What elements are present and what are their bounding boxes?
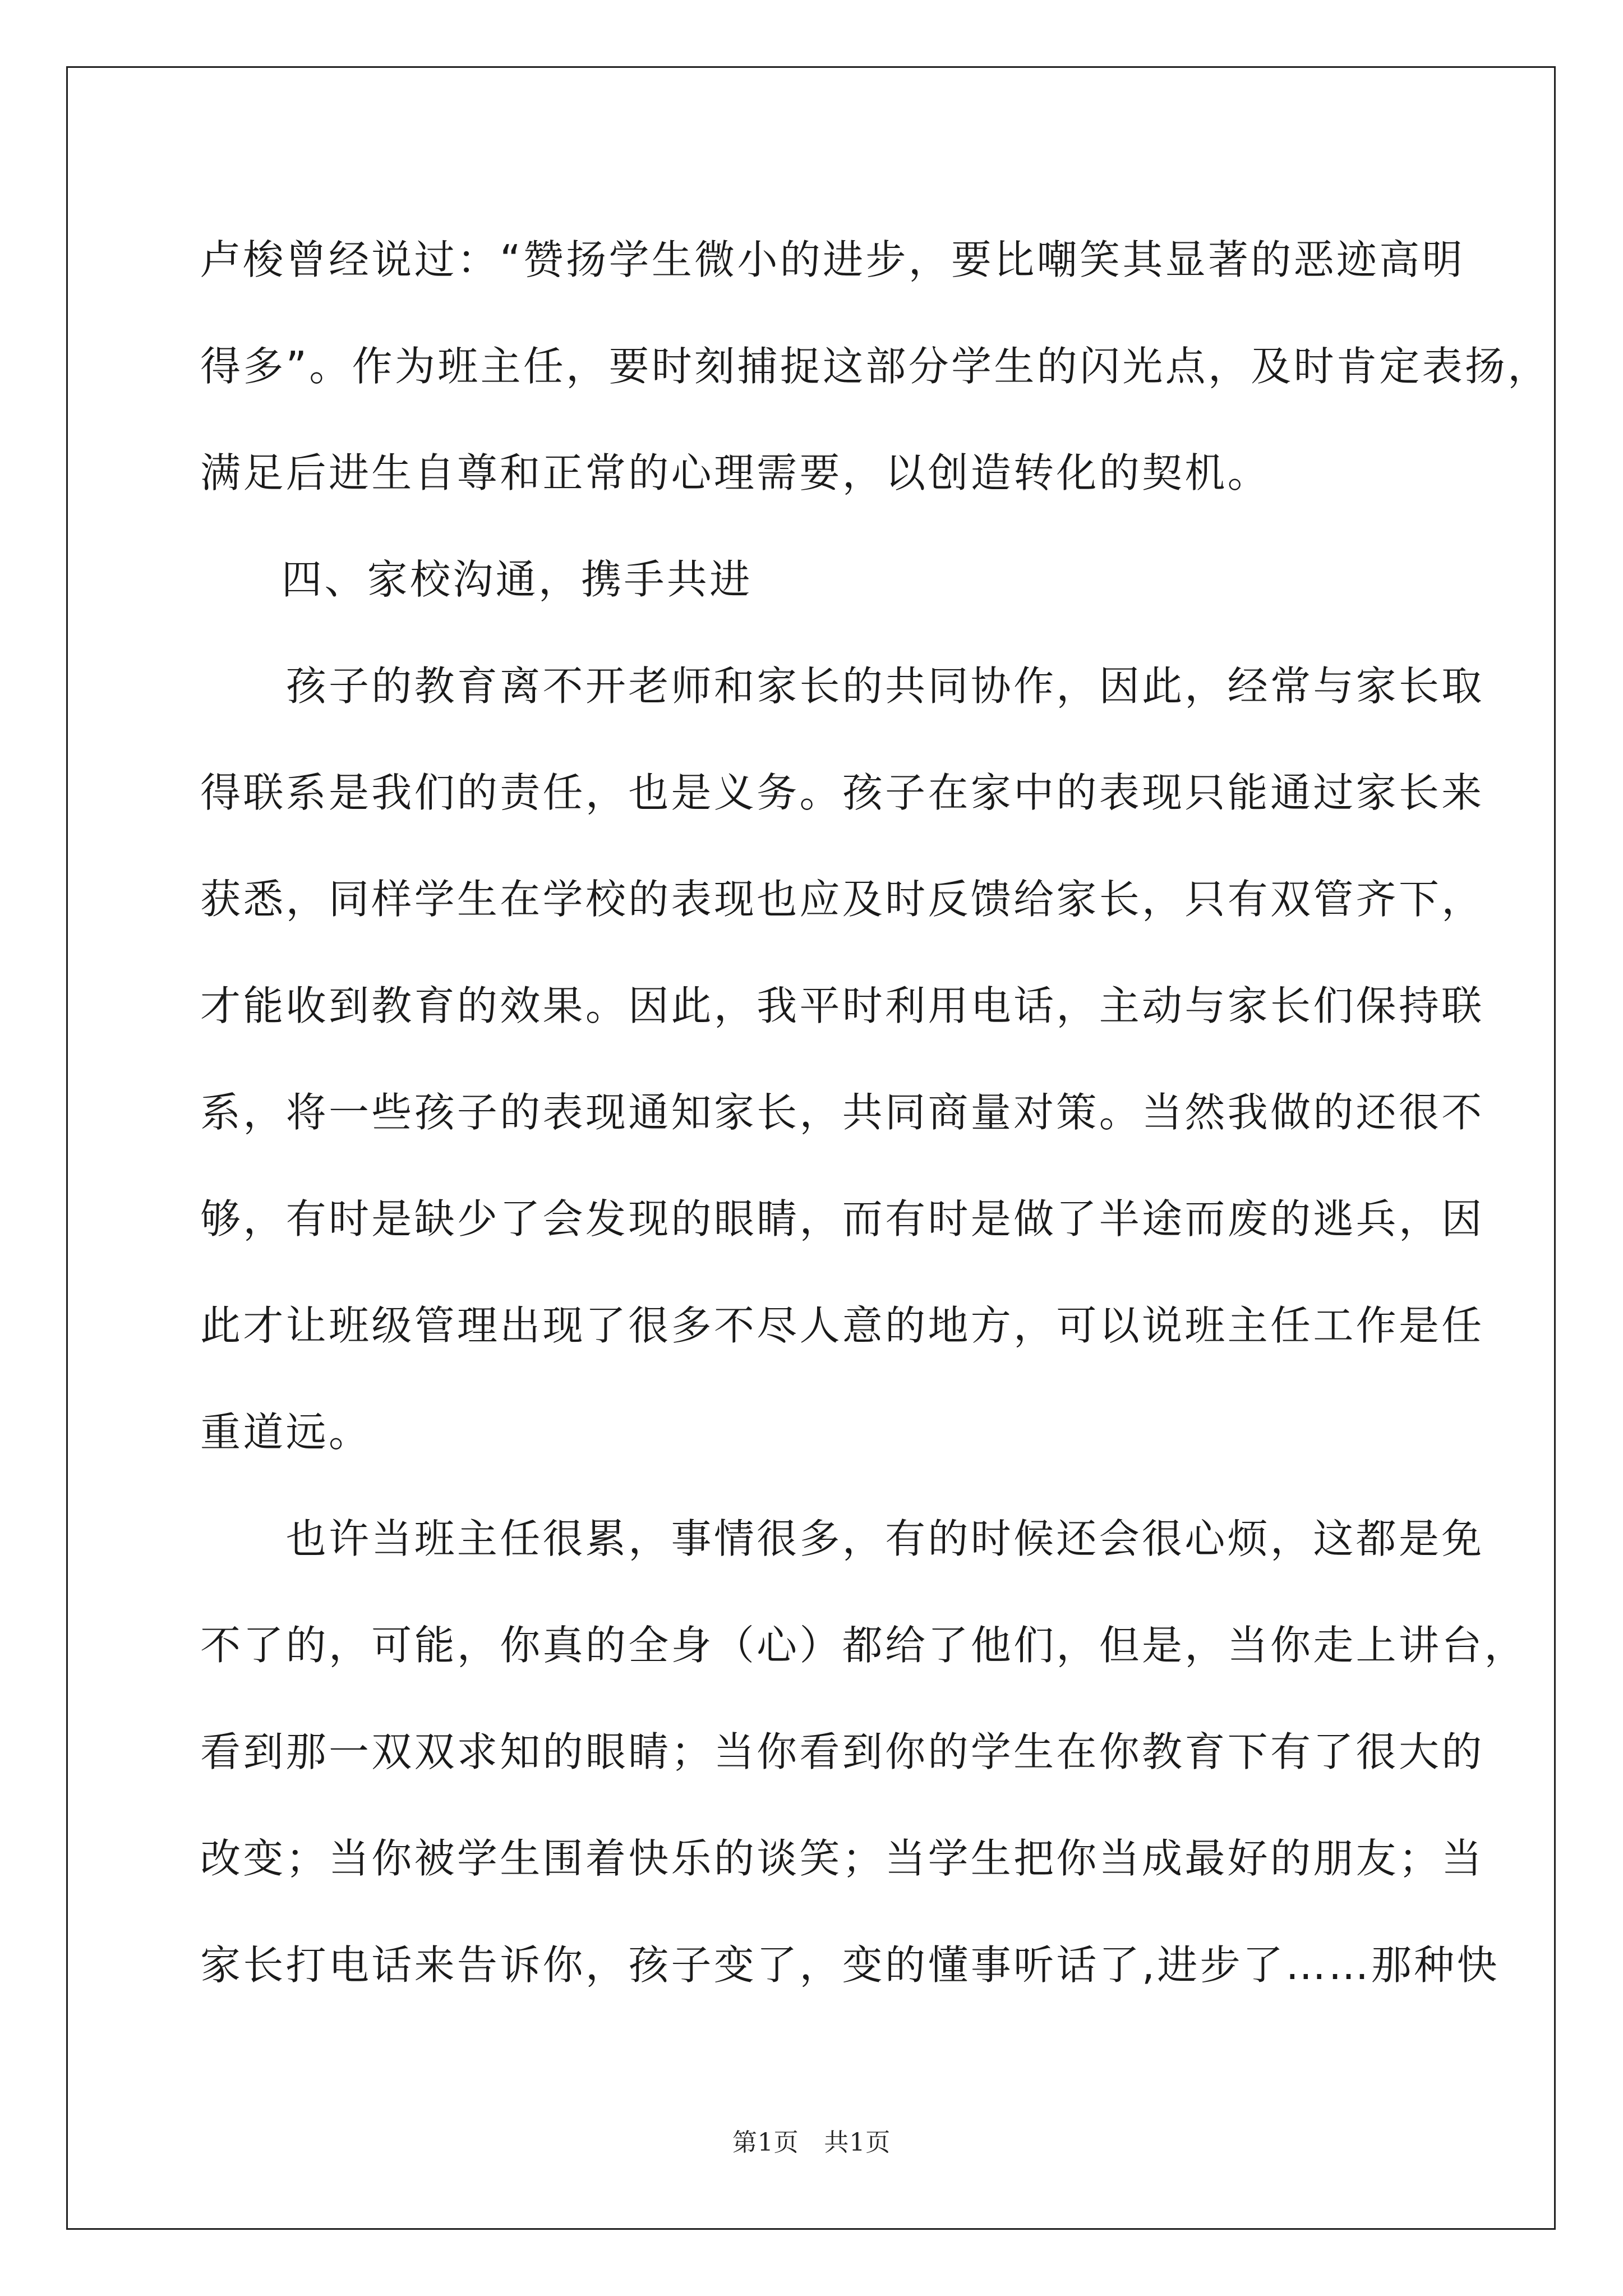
text-line: 卢梭曾经说过：“赞扬学生微小的进步，要比嘲笑其显著的恶迹高明 — [200, 236, 1465, 283]
text-line: 重道远。 — [200, 1409, 372, 1456]
text-line: 够，有时是缺少了会发现的眼睛，而有时是做了半途而废的逃兵，因 — [200, 1195, 1484, 1243]
text-line: 此才让班级管理出现了很多不尽人意的地方，可以说班主任工作是任 — [200, 1302, 1484, 1349]
text-line: 家长打电话来告诉你，孩子变了，变的懂事听话了,进步了……那种快 — [200, 1941, 1500, 1989]
text-line: 才能收到教育的效果。因此，我平时利用电话，主动与家长们保持联 — [200, 982, 1484, 1029]
text-line: 改变；当你被学生围着快乐的谈笑；当学生把你当成最好的朋友；当 — [200, 1835, 1484, 1882]
text-line: 获悉，同样学生在学校的表现也应及时反馈给家长，只有双管齐下， — [200, 876, 1484, 923]
text-line: 得联系是我们的责任，也是义务。孩子在家中的表现只能通过家长来 — [200, 769, 1484, 816]
text-line: 得多”。作为班主任，要时刻捕捉这部分学生的闪光点，及时肯定表扬， — [200, 343, 1551, 390]
text-line: 系，将一些孩子的表现通知家长，共同商量对策。当然我做的还很不 — [200, 1089, 1484, 1136]
text-line: 孩子的教育离不开老师和家长的共同协作，因此，经常与家长取 — [200, 662, 1484, 710]
text-line: 也许当班主任很累，事情很多，有的时候还会很心烦，这都是免 — [200, 1515, 1484, 1562]
text-line: 不了的，可能，你真的全身（心）都给了他们，但是，当你走上讲台， — [200, 1622, 1527, 1669]
text-line: 看到那一双双求知的眼睛；当你看到你的学生在你教育下有了很大的 — [200, 1728, 1484, 1775]
document-body — [200, 206, 1551, 2018]
page-number-footer: 第1页 共1页 — [732, 2128, 891, 2157]
section-heading: 四、家校沟通，携手共进 — [282, 556, 753, 603]
text-line: 满足后进生自尊和正常的心理需要，以创造转化的契机。 — [200, 449, 1271, 496]
